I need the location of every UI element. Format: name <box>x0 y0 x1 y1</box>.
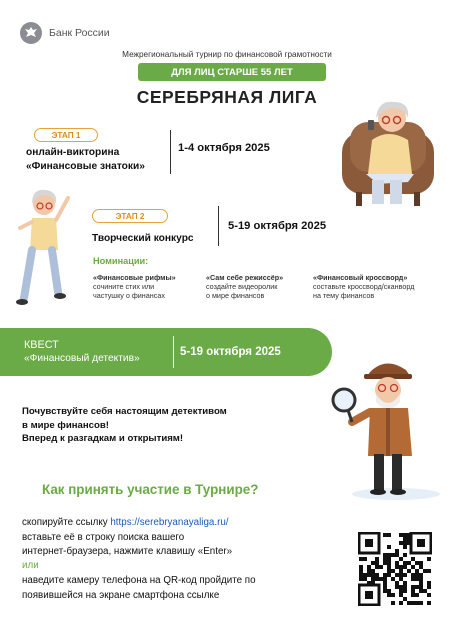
nomination-desc: о мире финансов <box>206 291 265 301</box>
stage1-dates: 1-4 октября 2025 <box>178 142 270 154</box>
divider <box>170 130 171 174</box>
stage2-name: Творческий конкурс <box>92 233 194 244</box>
divider <box>218 206 219 246</box>
nomination-title: «Сам себе режиссёр» <box>206 273 284 282</box>
detective-illustration <box>330 352 446 502</box>
qr-code[interactable] <box>358 532 432 606</box>
quest-dates: 5-19 октября 2025 <box>180 346 281 358</box>
divider <box>173 336 174 368</box>
subtitle: Межрегиональный турнир по финансовой грамотности <box>122 50 332 59</box>
nomination-desc: составьте кроссворд/сканворд <box>313 282 415 292</box>
instruction-line: интернет-браузера, нажмите клавишу «Enter» <box>22 546 233 557</box>
nomination-desc: частушку о финансах <box>93 291 165 301</box>
logo-text: Банк России <box>49 27 110 39</box>
grandma-jumping-illustration <box>10 180 76 308</box>
instruction-line: вставьте её в строку поиска вашего <box>22 532 185 543</box>
nominations-heading: Номинации: <box>93 256 149 266</box>
age-banner: ДЛЯ ЛИЦ СТАРШЕ 55 ЛЕТ <box>138 63 326 81</box>
nomination-item <box>313 273 414 301</box>
site-link[interactable]: https://serebryanayaliga.ru/ <box>110 517 229 528</box>
eagle-emblem-icon <box>20 22 42 44</box>
instruction-line: появившейся на экране смартфона ссылке <box>22 590 220 601</box>
nomination-desc: сочините стих или <box>93 282 155 292</box>
grandma-armchair-illustration <box>338 92 438 210</box>
page-title: СЕРЕБРЯНАЯ ЛИГА <box>136 87 318 107</box>
nomination-title: «Финансовый кроссворд» <box>313 273 408 282</box>
stage2-pill: ЭТАП 2 <box>92 209 168 223</box>
stage1-line2: «Финансовые знатоки» <box>26 161 145 172</box>
how-to-join-heading: Как принять участие в Турнире? <box>42 482 259 497</box>
or-text: или <box>22 560 39 571</box>
stage1-line1: онлайн-викторина <box>26 147 120 158</box>
text-line: Почувствуйте себя настоящим детективом <box>22 406 227 417</box>
instruction-text: скопируйте ссылку <box>22 517 111 528</box>
instruction-line: наведите камеру телефона на QR-код пройдите по <box>22 575 256 586</box>
quest-name: «Финансовый детектив» <box>24 353 140 364</box>
detective-text <box>22 405 227 446</box>
instruction-line <box>22 516 229 529</box>
stage2-dates: 5-19 октября 2025 <box>228 220 327 232</box>
text-line: в мире финансов! <box>22 419 109 431</box>
quest-label: КВЕСТ <box>24 339 59 351</box>
nomination-desc: создайте видеоролик <box>206 282 278 292</box>
text-line: Вперед к разгадкам и открытиям! <box>22 433 184 445</box>
quest-banner <box>0 328 332 376</box>
stage1-pill: ЭТАП 1 <box>34 128 98 142</box>
nomination-item <box>206 273 283 301</box>
nomination-desc: на тему финансов <box>313 291 375 301</box>
nomination-title: «Финансовые рифмы» <box>93 273 176 282</box>
bank-logo <box>20 22 110 44</box>
nomination-item <box>93 273 176 301</box>
